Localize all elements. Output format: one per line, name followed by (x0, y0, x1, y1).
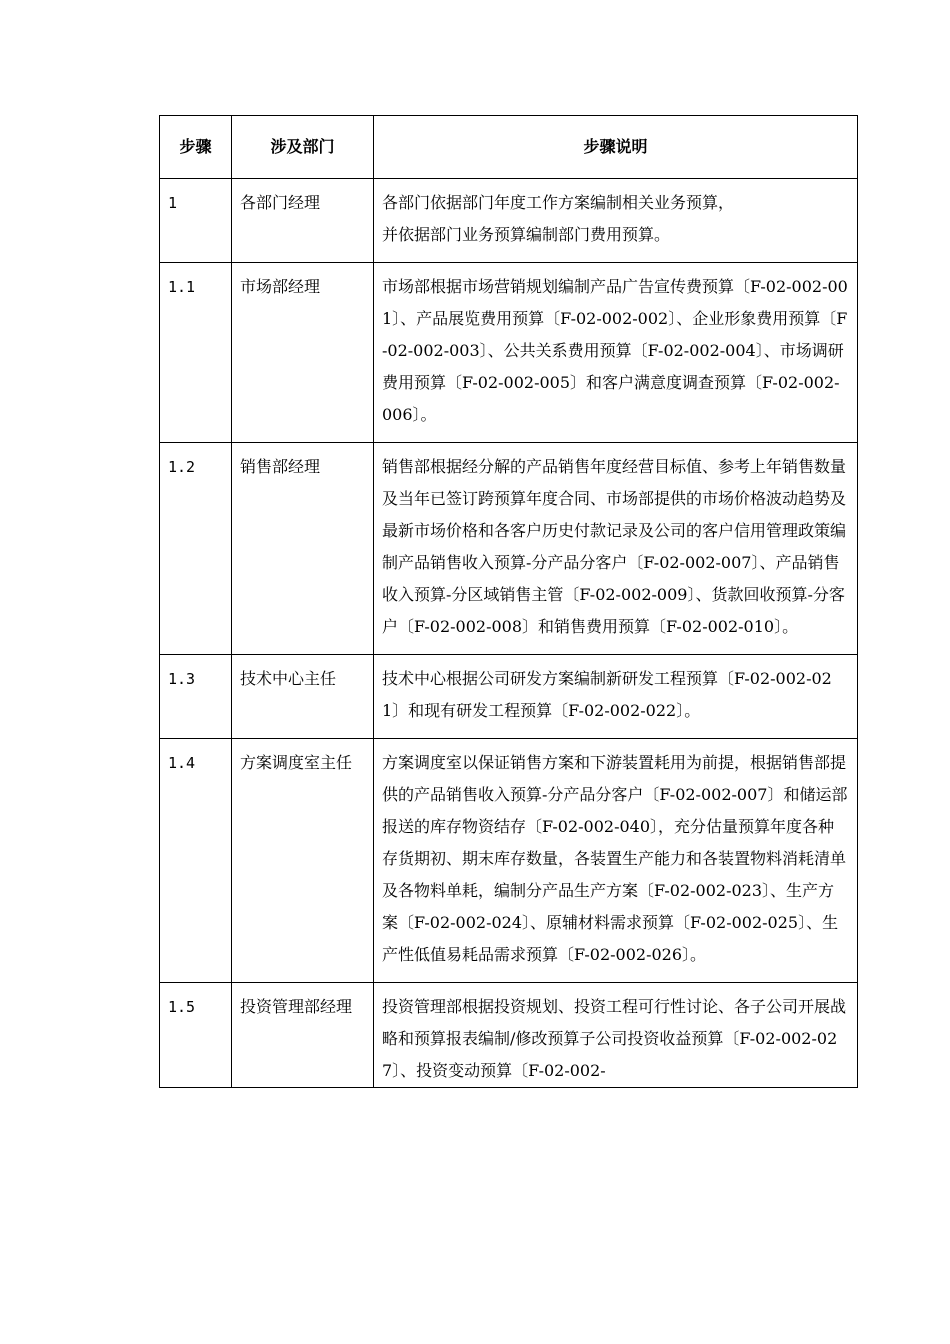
table-row (160, 739, 858, 983)
step-description: 各部门依据部门年度工作方案编制相关业务预算， 并依据部门业务预算编制部门费用预算。 (374, 179, 858, 263)
step-number: 1.3 (160, 655, 232, 739)
table-row (160, 443, 858, 655)
header-description: 步骤说明 (374, 116, 858, 179)
table-row (160, 655, 858, 739)
table-row (160, 179, 858, 263)
header-step: 步骤 (160, 116, 232, 179)
department-name: 市场部经理 (232, 263, 374, 443)
step-description: 市场部根据市场营销规划编制产品广告宣传费预算〔F-02-002-001〕、产品展览费用预算〔F-02-002-002〕、企业形象费用预算〔F-02-002-003〕、公共关系费用预算〔F-02-002-004〕、市场调研费用预算〔F-02-002-005〕和客户满意度调查预算〔F-02-002-006〕。 (374, 263, 858, 443)
table-viewport (159, 115, 859, 1229)
department-name: 方案调度室主任 (232, 739, 374, 983)
table-row (160, 983, 858, 1088)
department-name: 技术中心主任 (232, 655, 374, 739)
procedure-steps-table (159, 115, 858, 1088)
table-header-row (160, 116, 858, 179)
step-number: 1 (160, 179, 232, 263)
step-description: 投资管理部根据投资规划、投资工程可行性讨论、各子公司开展战略和预算报表编制/修改预算子公司投资收益预算〔F-02-002-027〕、投资变动预算〔F-02-002- (374, 983, 858, 1088)
step-number: 1.4 (160, 739, 232, 983)
step-description: 方案调度室以保证销售方案和下游装置耗用为前提，根据销售部提供的产品销售收入预算-分产品分客户〔F-02-002-007〕和储运部报送的库存物资结存〔F-02-002-040〕，充分估量预算年度各种存货期初、期末库存数量，各装置生产能力和各装置物料消耗清单及各物料单耗，编制分产品生产方案〔F-02-002-023〕、生产方案〔F-02-002-024〕、原辅材料需求预算〔F-02-002-025〕、生产性低值易耗品需求预算〔F-02-002-026〕。 (374, 739, 858, 983)
step-number: 1.2 (160, 443, 232, 655)
step-number: 1.5 (160, 983, 232, 1088)
step-description: 销售部根据经分解的产品销售年度经营目标值、参考上年销售数量及当年已签订跨预算年度合同、市场部提供的市场价格波动趋势及最新市场价格和各客户历史付款记录及公司的客户信用管理政策编制产品销售收入预算-分产品分客户〔F-02-002-007〕、产品销售收入预算-分区域销售主管〔F-02-002-009〕、货款回收预算-分客户〔F-02-002-008〕和销售费用预算〔F-02-002-010〕。 (374, 443, 858, 655)
department-name: 销售部经理 (232, 443, 374, 655)
step-number: 1.1 (160, 263, 232, 443)
department-name: 投资管理部经理 (232, 983, 374, 1088)
table-row (160, 263, 858, 443)
header-department: 涉及部门 (232, 116, 374, 179)
step-description: 技术中心根据公司研发方案编制新研发工程预算〔F-02-002-021〕和现有研发工程预算〔F-02-002-022〕。 (374, 655, 858, 739)
department-name: 各部门经理 (232, 179, 374, 263)
